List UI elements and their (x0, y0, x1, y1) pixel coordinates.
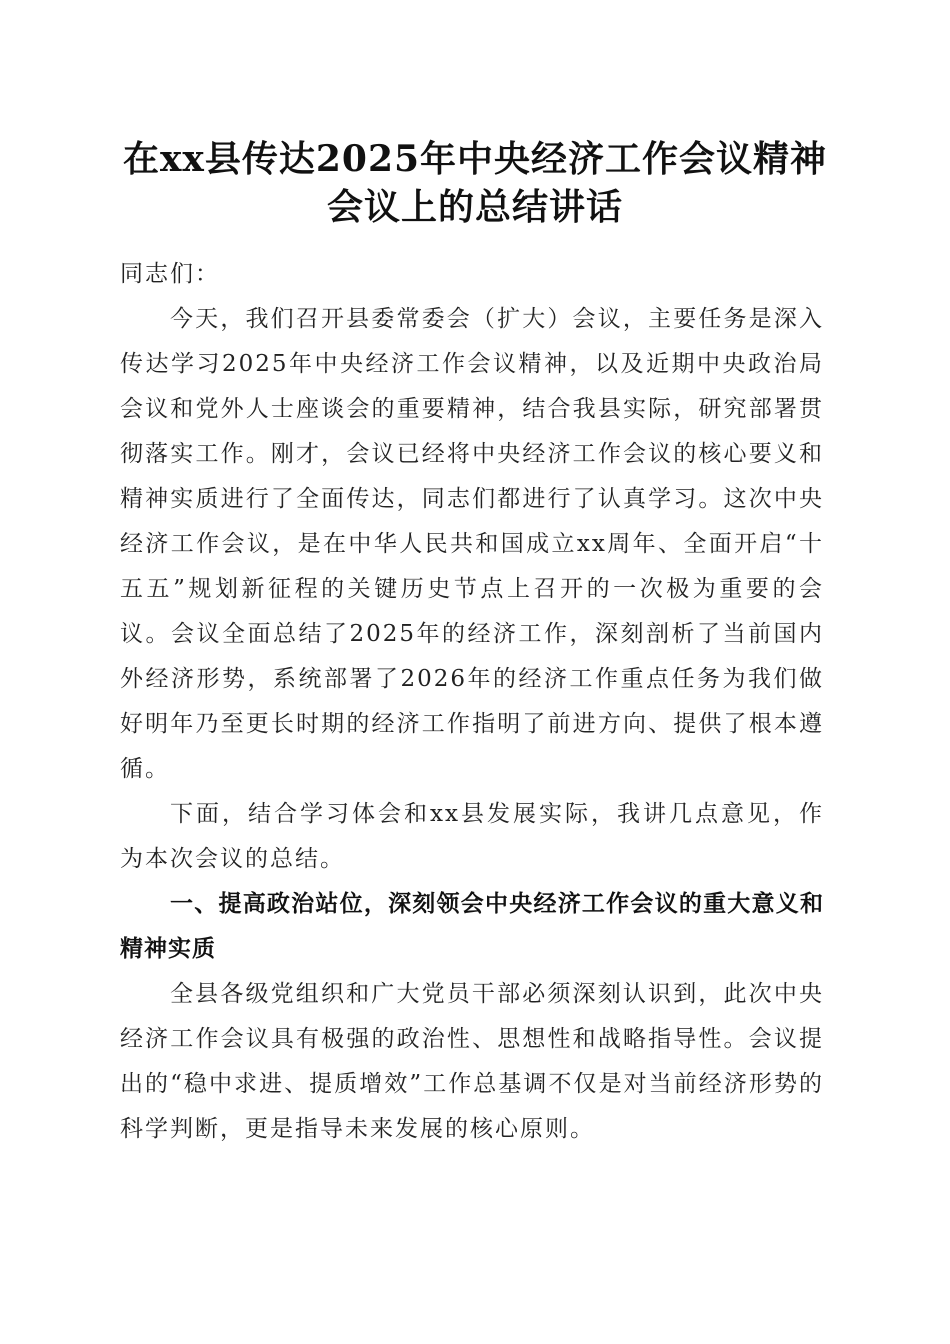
salutation: 同志们： (120, 261, 220, 287)
section-heading: 一、提高政治站位，深刻领会中央经济工作会议的重大意义和精神实质 (120, 891, 824, 962)
paragraph-opening: 今天，我们召开县委常委会（扩大）会议，主要任务是深入传达学习2025年中央经济工作会议精神，以及近期中央政治局会议和党外人士座谈会的重要精神，结合我县实际，研究部署贯彻落实工作。刚才，会议已经将中央经济工作会议的核心要义和精神实质进行了全面传达，同志们都进行了认真学习。这次中央经济工作会议，是在中华人民共和国成立xx周年、全面开启“十五五”规划新征程的关键历史节点上召开的一次极为重要的会议。会议全面总结了2025年的经济工作，深刻剖析了当前国内外经济形势，系统部署了2026年的经济工作重点任务为我们做好明年乃至更长时期的经济工作指明了前进方向、提供了根本遵循。 (120, 306, 824, 782)
section-paragraph: 全县各级党组织和广大党员干部必须深刻认识到，此次中央经济工作会议具有极强的政治性、思想性和战略指导性。会议提出的“稳中求进、提质增效”工作总基调不仅是对当前经济形势的科学判断，更是指导未来发展的核心原则。 (120, 981, 824, 1142)
paragraph-intro-points: 下面，结合学习体会和xx县发展实际，我讲几点意见，作为本次会议的总结。 (120, 801, 824, 872)
document-body (120, 252, 824, 1152)
document-title: 在xx县传达2025年中央经济工作会议精神会议上的总结讲话 (122, 138, 828, 228)
